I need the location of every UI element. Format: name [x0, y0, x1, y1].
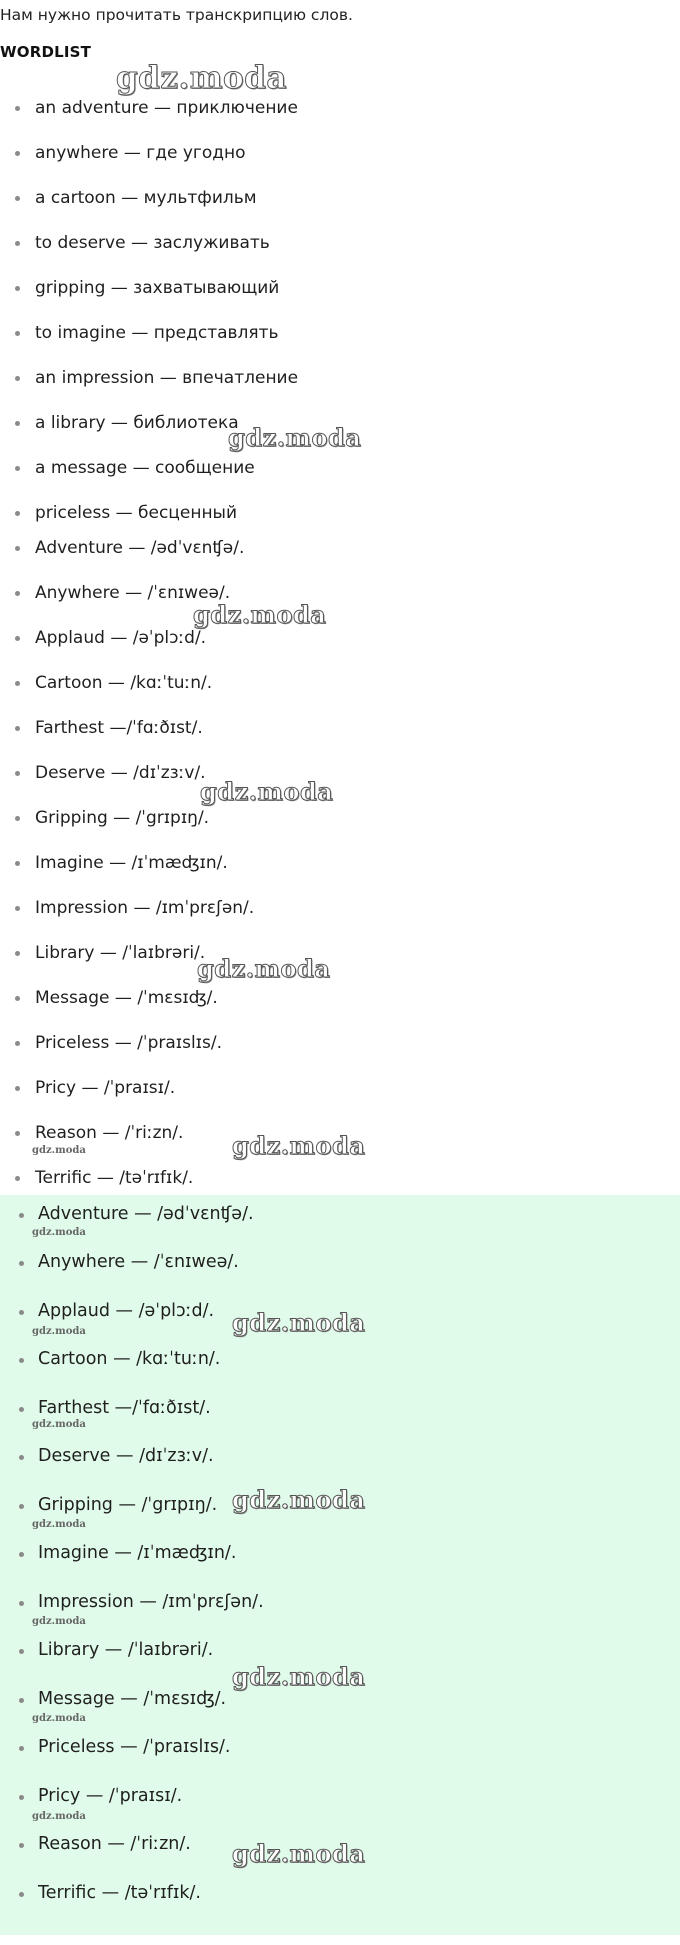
- bullet-icon: [15, 1086, 20, 1091]
- bullet-icon: [15, 996, 20, 1001]
- bullet-icon: [19, 1261, 24, 1266]
- wordlist-item: priceless — бесценный: [0, 501, 660, 525]
- bullet-icon: [15, 636, 20, 641]
- bullet-icon: [19, 1795, 24, 1800]
- watermark-logo: gdz.moda: [116, 60, 287, 96]
- highlighted-item: Pricy — /ˈpraɪsɪ/.: [0, 1784, 660, 1808]
- bullet-icon: [19, 1455, 24, 1460]
- bullet-icon: [15, 241, 20, 246]
- watermark-small: gdz.moda: [32, 1326, 86, 1337]
- transcription-item: Message — /ˈmɛsɪʤ/.: [0, 986, 660, 1010]
- watermark-small: gdz.moda: [32, 1227, 86, 1238]
- wordlist-item: anywhere — где угодно: [0, 141, 660, 165]
- bullet-icon: [15, 196, 20, 201]
- watermark-small: gdz.moda: [32, 1419, 86, 1430]
- transcription-item: Reason — /ˈriːzn/.: [0, 1121, 660, 1145]
- transcription-item: Cartoon — /kɑːˈtuːn/.: [0, 671, 660, 695]
- watermark-small: gdz.moda: [32, 1616, 86, 1627]
- bullet-icon: [15, 151, 20, 156]
- watermark-logo: gdz.moda: [232, 1662, 366, 1691]
- bullet-icon: [19, 1843, 24, 1848]
- bullet-icon: [19, 1504, 24, 1509]
- bullet-icon: [15, 1041, 20, 1046]
- highlighted-item: Imagine — /ɪˈmæʤɪn/.: [0, 1541, 660, 1565]
- highlighted-item: Terrific — /təˈrɪfɪk/.: [0, 1881, 660, 1905]
- highlighted-item: Applaud — /əˈplɔːd/.: [0, 1299, 660, 1323]
- bullet-icon: [15, 106, 20, 111]
- bullet-icon: [19, 1892, 24, 1897]
- bullet-icon: [15, 466, 20, 471]
- highlighted-item: Adventure — /ədˈvɛnʧə/.: [0, 1202, 660, 1226]
- highlighted-item: Library — /ˈlaɪbrəri/.: [0, 1638, 660, 1662]
- transcription-item: Imagine — /ɪˈmæʤɪn/.: [0, 851, 660, 875]
- bullet-icon: [19, 1746, 24, 1751]
- bullet-icon: [19, 1358, 24, 1363]
- watermark-logo: gdz.moda: [200, 777, 334, 806]
- highlighted-item: Farthest —/ˈfɑːðɪst/.: [0, 1396, 660, 1420]
- bullet-icon: [19, 1698, 24, 1703]
- highlighted-item: Cartoon — /kɑːˈtuːn/.: [0, 1347, 660, 1371]
- bullet-icon: [19, 1552, 24, 1557]
- wordlist-item: a message — сообщение: [0, 456, 660, 480]
- bullet-icon: [19, 1649, 24, 1654]
- bullet-icon: [19, 1213, 24, 1218]
- bullet-icon: [15, 511, 20, 516]
- bullet-icon: [15, 951, 20, 956]
- bullet-icon: [15, 816, 20, 821]
- highlighted-item: Message — /ˈmɛsɪʤ/.: [0, 1687, 660, 1711]
- highlighted-item: Deserve — /dɪˈzɜːv/.: [0, 1444, 660, 1468]
- watermark-logo: gdz.moda: [232, 1485, 366, 1514]
- watermark-small: gdz.moda: [32, 1713, 86, 1724]
- wordlist-item: to deserve — заслуживать: [0, 231, 660, 255]
- wordlist-item: an adventure — приключение: [0, 96, 660, 120]
- highlighted-item: Reason — /ˈriːzn/.: [0, 1832, 660, 1856]
- bullet-icon: [15, 681, 20, 686]
- transcription-item: Impression — /ɪmˈprɛʃən/.: [0, 896, 660, 920]
- wordlist-item: an impression — впечатление: [0, 366, 660, 390]
- wordlist-item: a cartoon — мультфильм: [0, 186, 660, 210]
- bullet-icon: [15, 726, 20, 731]
- bullet-icon: [15, 861, 20, 866]
- highlighted-item: Impression — /ɪmˈprɛʃən/.: [0, 1590, 660, 1614]
- transcription-item: Library — /ˈlaɪbrəri/.: [0, 941, 660, 965]
- transcription-item: Applaud — /əˈplɔːd/.: [0, 626, 660, 650]
- highlighted-item: Gripping — /ˈgrɪpɪŋ/.: [0, 1493, 660, 1517]
- bullet-icon: [19, 1310, 24, 1315]
- watermark-small: gdz.moda: [32, 1519, 86, 1530]
- wordlist-item: a library — библиотека: [0, 411, 660, 435]
- watermark-logo: gdz.moda: [193, 600, 327, 629]
- bullet-icon: [15, 286, 20, 291]
- highlighted-item: Anywhere — /ˈɛnɪweə/.: [0, 1250, 660, 1274]
- watermark-logo: gdz.moda: [232, 1308, 366, 1337]
- transcription-item: Terrific — /təˈrɪfɪk/.: [0, 1166, 660, 1190]
- wordlist-item: to imagine — представлять: [0, 321, 660, 345]
- bullet-icon: [15, 376, 20, 381]
- bullet-icon: [15, 421, 20, 426]
- watermark-logo: gdz.moda: [197, 954, 331, 983]
- watermark-logo: gdz.moda: [232, 1839, 366, 1868]
- highlighted-item: Priceless — /ˈpraɪslɪs/.: [0, 1735, 660, 1759]
- bullet-icon: [15, 771, 20, 776]
- transcription-item: Pricy — /ˈpraɪsɪ/.: [0, 1076, 660, 1100]
- transcription-item: Gripping — /ˈgrɪpɪŋ/.: [0, 806, 660, 830]
- bullet-icon: [15, 906, 20, 911]
- transcription-item: Priceless — /ˈpraɪslɪs/.: [0, 1031, 660, 1055]
- watermark-logo: gdz.moda: [228, 423, 362, 452]
- wordlist-heading: WORDLIST: [0, 43, 92, 61]
- bullet-icon: [15, 1131, 20, 1136]
- bullet-icon: [19, 1407, 24, 1412]
- bullet-icon: [19, 1601, 24, 1606]
- bullet-icon: [15, 591, 20, 596]
- intro-text: Нам нужно прочитать транскрипцию слов.: [0, 6, 353, 24]
- watermark-logo: gdz.moda: [232, 1131, 366, 1160]
- bullet-icon: [15, 546, 20, 551]
- wordlist-item: gripping — захватывающий: [0, 276, 660, 300]
- transcription-item: Deserve — /dɪˈzɜːv/.: [0, 761, 660, 785]
- watermark-small: gdz.moda: [32, 1145, 86, 1156]
- bullet-icon: [15, 1176, 20, 1181]
- transcription-item: Anywhere — /ˈɛnɪweə/.: [0, 581, 660, 605]
- bullet-icon: [15, 331, 20, 336]
- watermark-small: gdz.moda: [32, 1811, 86, 1822]
- transcription-item: Farthest —/ˈfɑːðɪst/.: [0, 716, 660, 740]
- transcription-item: Adventure — /ədˈvɛnʧə/.: [0, 536, 660, 560]
